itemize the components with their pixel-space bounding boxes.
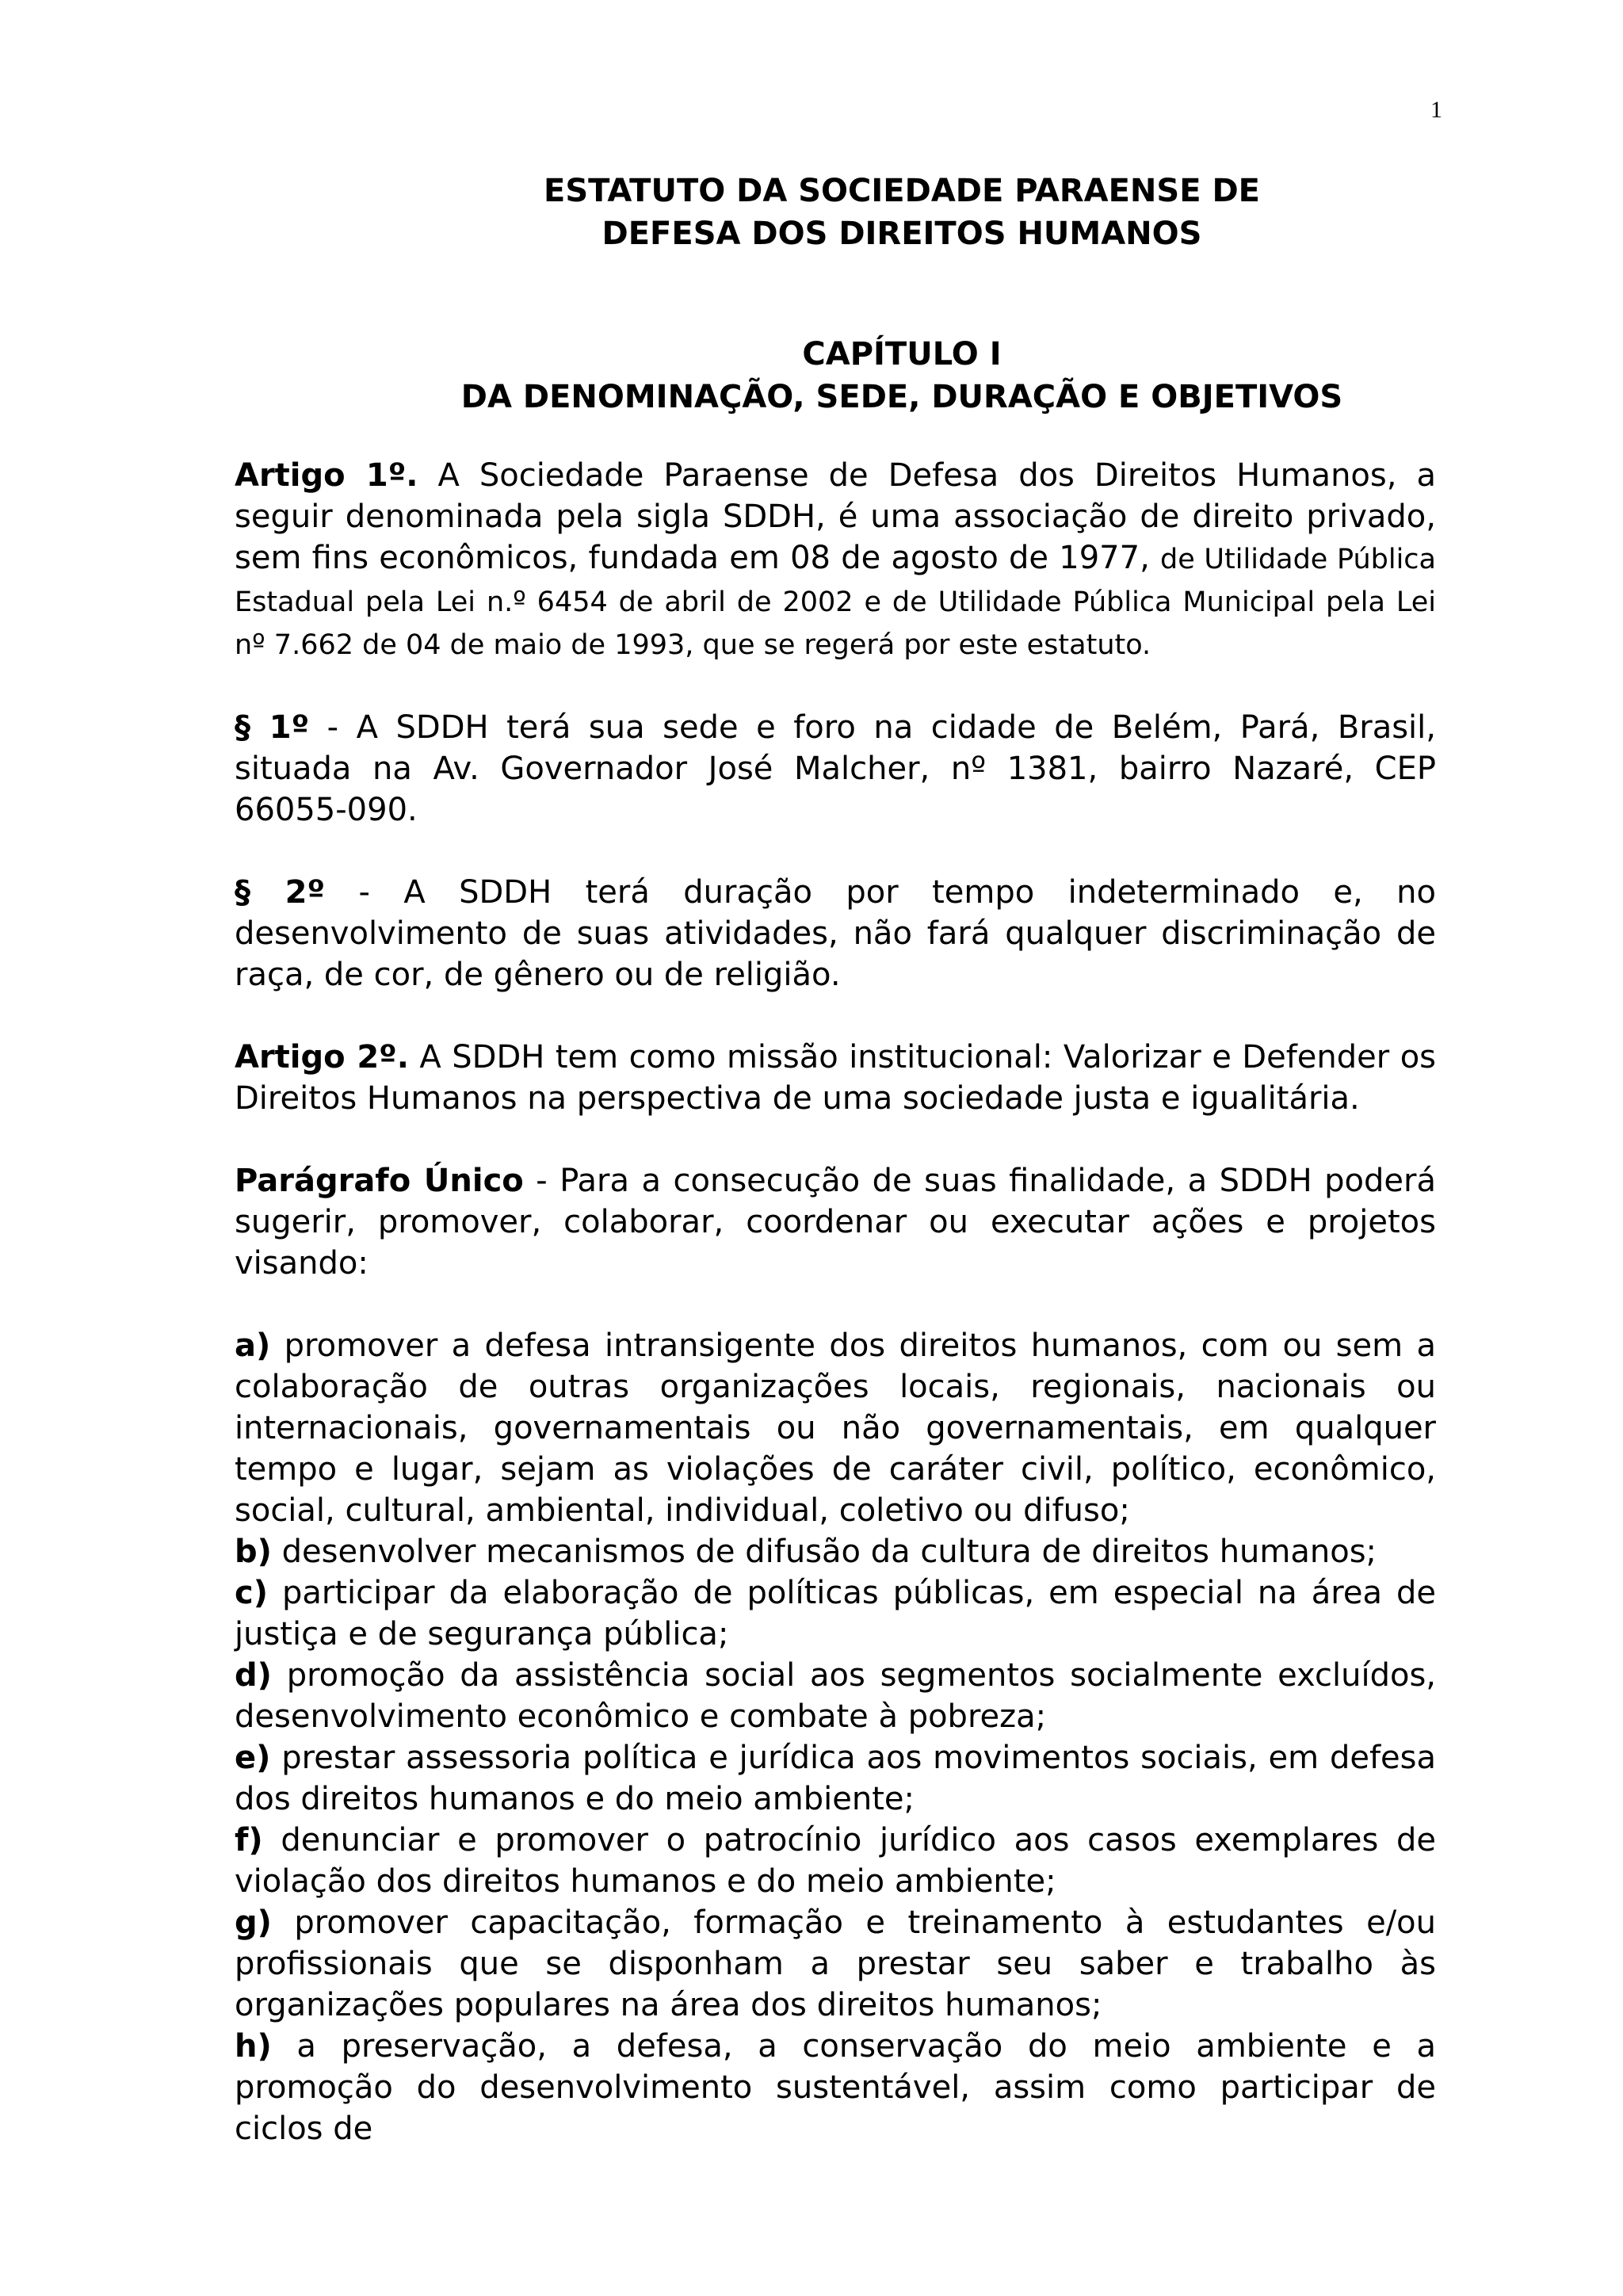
list-item-label: d) [235, 1657, 272, 1694]
title-line-2: DEFESA DOS DIREITOS HUMANOS [601, 216, 1202, 252]
list-item-text: promover a defesa intransigente dos direitos humanos, com ou sem a colaboração de outras organizações locais, regionais, nacionais ou internacionais, governamentais ou não governamentais, em qualquer tempo e lugar, sejam as violações de caráter civil, político, econômico, social, cultural, ambiental, individual, coletivo ou difuso; [235, 1328, 1436, 1529]
list-item-text: prestar assessoria política e jurídica aos movimentos sociais, em defesa dos direitos humanos e do meio ambiente; [235, 1740, 1436, 1817]
chapter-heading [0, 333, 1623, 418]
list-item-a [235, 1325, 1436, 1531]
list-item-label: g) [235, 1904, 272, 1941]
list-item-e [235, 1737, 1436, 1820]
list-item-label: e) [235, 1740, 271, 1776]
page-number: 1 [1430, 97, 1442, 123]
document-body [235, 455, 1436, 2149]
chapter-title: DA DENOMINAÇÃO, SEDE, DURAÇÃO E OBJETIVOS [460, 379, 1343, 415]
document-title [0, 170, 1623, 255]
article-1-label: Artigo 1º. [235, 457, 418, 494]
article-1-text-small: de Utilidade Pública Estadual pela Lei n.º 6454 de abril de 2002 e de Utilidade Pública Municipal pela Lei nº 7.662 de 04 de maio de 1993, que se regerá por este estatuto. [235, 544, 1436, 661]
paragraph-2-label: § 2º [235, 874, 326, 911]
paragraph-2-text: - A SDDH terá duração por tempo indeterminado e, no desenvolvimento de suas atividades, não fará qualquer discriminação de raça, de cor, de gênero ou de religião. [235, 874, 1436, 993]
title-line-1: ESTATUTO DA SOCIEDADE PARAENSE DE [544, 173, 1260, 209]
list-item-c [235, 1572, 1436, 1655]
paragraph-1 [235, 707, 1436, 831]
list-item-h [235, 2026, 1436, 2149]
chapter-number: CAPÍTULO I [802, 336, 1002, 372]
list-item-label: f) [235, 1822, 263, 1859]
list-item-text: denunciar e promover o patrocínio jurídico aos casos exemplares de violação dos direitos humanos e do meio ambiente; [235, 1822, 1436, 1900]
list-item-text: promoção da assistência social aos segmentos socialmente excluídos, desenvolvimento econômico e combate à pobreza; [235, 1657, 1436, 1735]
list-item-label: h) [235, 2028, 272, 2065]
article-1-text: A Sociedade Paraense de Defesa dos Direitos Humanos, a seguir denominada pela sigla SDDH, é uma associação de direito privado, sem fins econômicos, fundada em 08 de agosto de 1977, [235, 457, 1436, 576]
paragraph-2 [235, 872, 1436, 995]
paragrafo-unico-label: Parágrafo Único [235, 1163, 524, 1199]
list-item-label: b) [235, 1534, 272, 1570]
paragrafo-unico-text: - Para a consecução de suas finalidade, a SDDH poderá sugerir, promover, colaborar, coordenar ou executar ações e projetos visando: [235, 1163, 1436, 1282]
list-item-label: c) [235, 1575, 268, 1611]
paragraph-1-label: § 1º [235, 709, 310, 746]
list-item-text: promover capacitação, formação e treinamento à estudantes e/ou profissionais que se disponham a prestar seu saber e trabalho às organizações populares na área dos direitos humanos; [235, 1904, 1436, 2023]
list-item-text: desenvolver mecanismos de difusão da cultura de direitos humanos; [271, 1534, 1377, 1570]
paragraph-1-text: - A SDDH terá sua sede e foro na cidade de Belém, Pará, Brasil, situada na Av. Governador José Malcher, nº 1381, bairro Nazaré, CEP 66055-090. [235, 709, 1436, 828]
article-1 [235, 455, 1436, 666]
list-item-b [235, 1531, 1436, 1572]
list-item-text: a preservação, a defesa, a conservação do meio ambiente e a promoção do desenvolvimento sustentável, assim como participar de ciclos de [235, 2028, 1436, 2147]
paragrafo-unico [235, 1160, 1436, 1284]
list-item-g [235, 1902, 1436, 2026]
list-item-f [235, 1820, 1436, 1902]
article-2-label: Artigo 2º. [235, 1039, 409, 1075]
article-2 [235, 1037, 1436, 1119]
article-2-text: A SDDH tem como missão institucional: Valorizar e Defender os Direitos Humanos na perspectiva de uma sociedade justa e igualitária. [235, 1039, 1437, 1117]
list-item-d [235, 1655, 1436, 1737]
list-item-label: a) [235, 1328, 271, 1364]
list-item-text: participar da elaboração de políticas públicas, em especial na área de justiça e de segurança pública; [235, 1575, 1436, 1652]
